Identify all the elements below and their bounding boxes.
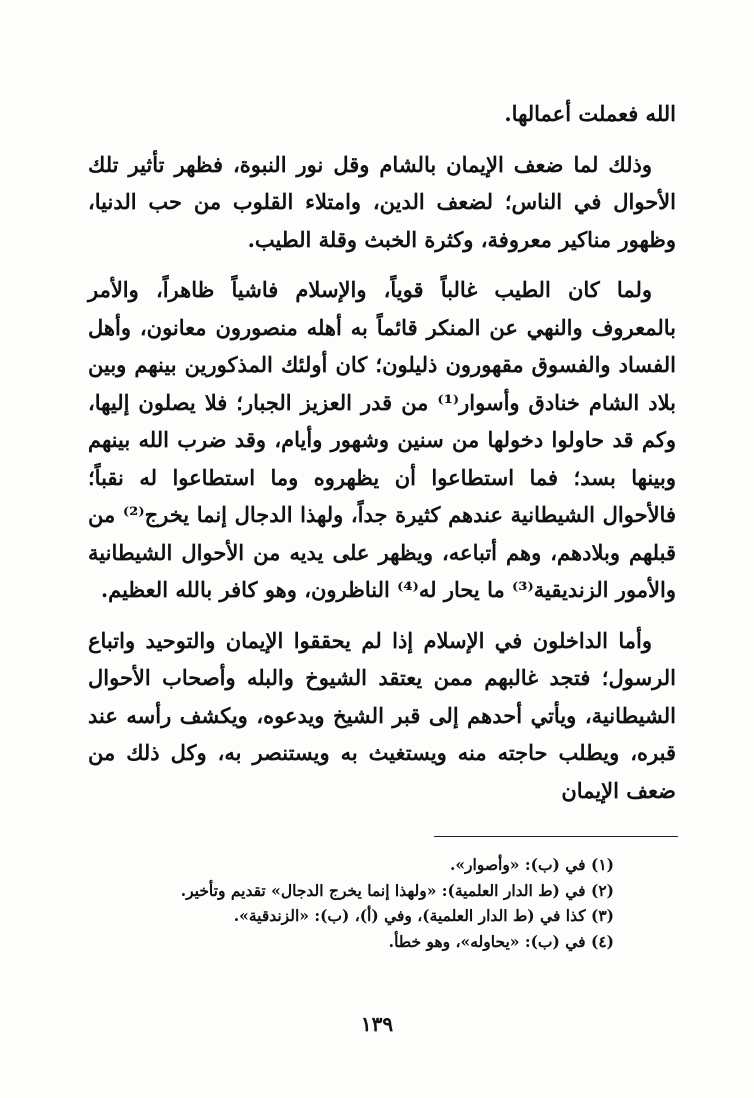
footnote-1: (١) في (ب): «وأصوار». — [449, 855, 614, 874]
footnotes — [80, 852, 614, 954]
footnote-3: (٣) كذا في (ط الدار العلمية)، وفي (أ)، (ب): «الزندقية». — [233, 906, 614, 925]
page-number: ١٣٩ — [360, 1012, 394, 1036]
paragraph: وأما الداخلون في الإسلام إذا لم يحققوا الإيمان والتوحيد واتباع الرسول؛ فتجد غالبهم ممن يعتقد الشيوخ والبله وأصحاب الأحوال الشيطانية، ويأتي أحدهم إلى قبر الشيخ ويدعوه، ويكشف رأسه عند قبره، ويطلب حاجته منه ويستغيث به ويستنصر به، وكل ذلك من ضعف الإيمان — [88, 627, 676, 803]
paragraph: وذلك لما ضعف الإيمان بالشام وقل نور النبوة، فظهر تأثير تلك الأحوال في الناس؛ لضعف الدين، وامتلاء القلوب من حب الدنيا، وظهور مناكير معروفة، وكثرة الخبث وقلة الطيب. — [88, 151, 676, 252]
main-text — [88, 95, 676, 822]
paragraph: ولما كان الطيب غالباً قوياً، والإسلام فاشياً ظاهراً، والأمر بالمعروف والنهي عن المنكر قائماً به أهله منصورون معانون، وأهل الفساد والفسوق مقهورون ذليلون؛ كان أولئك المذكورين بينهم وبين بلاد الشام خنادق وأسوار⁽¹⁾ من قدر العزيز الجبار؛ فلا يصلون إليها، وكم قد حاولوا دخولها من سنين وشهور وأيام، وقد ضرب الله بينهم وبينها بسد؛ فما استطاعوا أن يظهروه وما استطاعوا له نقباً؛ فالأحوال الشيطانية عندهم كثيرة جداً، ولهذا الدجال إنما يخرج⁽²⁾ من قبلهم وبلادهم، وهم أتباعه، ويظهر على يديه من الأحوال الشيطانية والأمور الزنديقية⁽³⁾ ما يحار له⁽⁴⁾ الناظرون، وهو كافر بالله العظيم. — [88, 277, 676, 602]
footnote-divider — [434, 836, 678, 837]
footnote-2: (٢) في (ط الدار العلمية): «ولهذا إنما يخرج الدجال» تقديم وتأخير. — [180, 880, 614, 900]
footnote-4: (٤) في (ب): «يحاوله»، وهو خطأ. — [388, 931, 614, 951]
paragraph-continuation: الله فعملت أعمالها. — [504, 101, 676, 126]
